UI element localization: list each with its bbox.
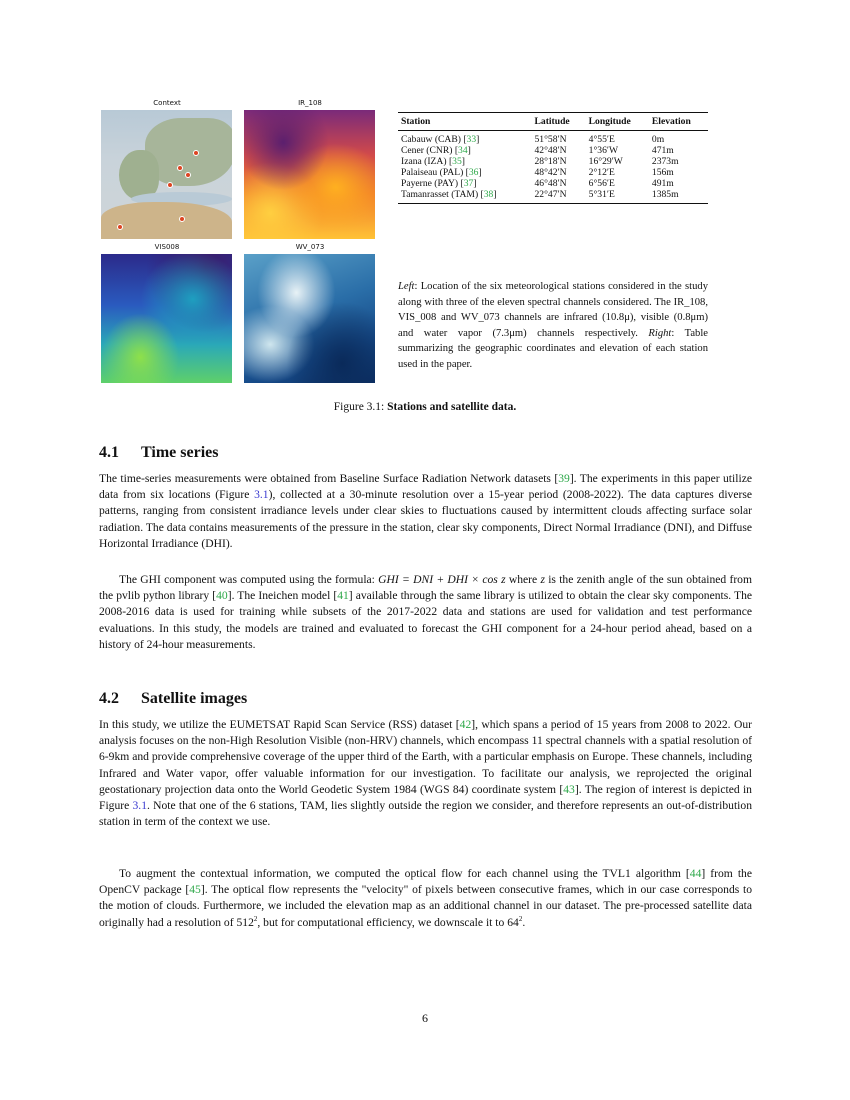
- longitude-cell: 2°12′E: [588, 167, 615, 178]
- figure-link[interactable]: 3.1: [132, 799, 147, 813]
- paragraph: In this study, we utilize the EUMETSAT Rapid Scan Service (RSS) dataset [42], which spans a period of 15 years from 2008 to 2022. Our analysis focuses on the non-High Resolution Visible (non-HRV) channels, which encompass 11 spectral channels with a spatial resolution of 6-9km and provide comprehensive coverage of the upper third of the Earth, with a particular emphasis on Europe. These channels, including Infrared and Water vapor, offer valuable information for our investigation. To facilitate our analysis, we reprojected the original geostationary projection data onto the World Geodetic System 1984 (WGS 84) coordinate system [43]. The region of interest is depicted in Figure 3.1. Note that one of the 6 stations, TAM, lies slightly outside the region we consider, and therefore represents an out-of-distribution station in term of the context we use.: [99, 718, 752, 829]
- station-marker: [185, 172, 191, 178]
- citation-link[interactable]: 40: [216, 589, 228, 603]
- elevation-cell: 491m: [651, 178, 674, 189]
- elevation-cell: 2373m: [651, 156, 679, 167]
- longitude-cell: 5°31′E: [588, 189, 615, 200]
- station-cell: Cabauw (CAB) [33]: [401, 134, 480, 145]
- elevation-cell: 1385m: [651, 189, 679, 200]
- elevation-cell: 156m: [651, 167, 674, 178]
- figure-caption: Figure 3.1: Stations and satellite data.: [333, 401, 517, 413]
- citation-link[interactable]: 43: [563, 782, 575, 796]
- table-row: [398, 131, 708, 146]
- station-cell: Palaiseau (PAL) [36]: [401, 167, 482, 178]
- panel-title-ir108: IR_108: [298, 99, 322, 107]
- citation-link[interactable]: 33: [466, 134, 477, 145]
- citation-link[interactable]: 44: [689, 867, 702, 880]
- paragraph: The GHI component was computed using the formula: GHI = DNI + DHI × cos z where z is the zenith angle of the sun obtained from the pvlib python library [40]. The Ineichen model [41] available through the same library is utilized to obtain the clear sky components. The 2008-2016 data is used for training while subsets of the 2017-2022 data and stations are used for validation and test performance evaluations. In this study, the models are trained and evaluated to forecast the GHI component for a 24-hour period ahead, based on a history of 24-hour measurements.: [99, 573, 753, 651]
- section-heading-time-series: 4.1 Time series: [99, 444, 219, 461]
- table-row: [398, 178, 708, 189]
- station-cell: Tamanrasset (TAM) [38]: [401, 189, 497, 200]
- table-header-row: [398, 113, 708, 131]
- latitude-cell: 51°58′N: [534, 134, 567, 145]
- station-marker: [167, 182, 173, 188]
- table-header: Longitude: [588, 116, 631, 127]
- elevation-cell: 471m: [651, 145, 674, 156]
- citation-link[interactable]: 41: [337, 589, 349, 603]
- station-marker: [193, 150, 199, 156]
- station-cell: Cener (CNR) [34]: [401, 145, 471, 156]
- station-marker: [179, 216, 185, 222]
- citation-link[interactable]: 42: [459, 718, 472, 731]
- section-heading-satellite-images: 4.2 Satellite images: [99, 690, 248, 707]
- panel-title-vis008: VIS008: [154, 243, 180, 251]
- table-header: Latitude: [534, 116, 570, 127]
- latitude-cell: 48°42′N: [534, 167, 567, 178]
- table-row: [398, 167, 708, 178]
- station-cell: Payerne (PAY) [37]: [401, 178, 477, 189]
- longitude-cell: 4°55′E: [588, 134, 615, 145]
- table-row: [398, 156, 708, 167]
- panel-title-wv073: WV_073: [295, 243, 325, 251]
- longitude-cell: 6°56′E: [588, 178, 615, 189]
- panel-title-context: Context: [153, 99, 181, 107]
- citation-link[interactable]: 34: [458, 145, 468, 156]
- station-marker: [177, 165, 183, 171]
- table-row: [398, 145, 708, 156]
- context-map-image: [101, 110, 232, 239]
- table-header: Elevation: [651, 116, 691, 127]
- latitude-cell: 46°48′N: [534, 178, 567, 189]
- paragraph: The time-series measurements were obtained from Baseline Surface Radiation Network datasets [39]. The experiments in this paper utilize data from six locations (Figure 3.1), collected at a 30-minute resolution over a 15-year period (2008-2022). The data captures diverse patterns, ranging from consistent irradiance levels under clear skies to fluctuations caused by intermittent clouds affecting surface solar radiation. The data contains measurements of the pressure in the station, clear sky components, Direct Normal Irradiance (DNI), and Diffuse Horizontal Irradiance (DHI).: [99, 472, 752, 550]
- citation-link[interactable]: 36: [468, 167, 479, 178]
- station-marker: [117, 224, 123, 230]
- citation-link[interactable]: 37: [463, 178, 474, 189]
- wv073-satellite-image: [244, 254, 375, 383]
- latitude-cell: 42°48′N: [534, 145, 567, 156]
- figure-link[interactable]: 3.1: [254, 488, 269, 502]
- citation-link[interactable]: 38: [483, 189, 494, 200]
- elevation-cell: 0m: [651, 134, 665, 145]
- ir108-satellite-image: [244, 110, 375, 239]
- paragraph: To augment the contextual information, we computed the optical flow for each channel using the TVL1 algorithm [44] from the OpenCV package [45]. The optical flow represents the "velocity" of pixels between consecutive frames, which in our case corresponds to the motion of clouds. Furthermore, we included the elevation map as an additional channel in our dataset. The pre-processed satellite data originally had a resolution of $512^2$, but for computational efficiency, we downscale it to $64^2$.: [99, 867, 753, 929]
- citation-link[interactable]: 39: [558, 472, 570, 485]
- vis008-satellite-image: [101, 254, 232, 383]
- citation-link[interactable]: 35: [452, 156, 462, 167]
- table-header: Station: [401, 116, 431, 127]
- station-cell: Izana (IZA) [35]: [401, 156, 465, 167]
- page-number: 6: [422, 1011, 428, 1025]
- longitude-cell: 1°36′W: [588, 145, 619, 156]
- figure-side-caption: Left: Location of the six meteorological stations considered in the study along with three of the eleven spectral channels considered. The IR_108, VIS_008 and WV_073 channels are infrared (10.8μ), visible (0.8μm) and water vapor (7.3μm) channels respectively. Right: Table summarizing the geographic coordinates and elevation of each station used in the paper.: [398, 281, 708, 370]
- longitude-cell: 16°29′W: [588, 156, 623, 167]
- latitude-cell: 28°18′N: [534, 156, 567, 167]
- stations-table: [398, 112, 708, 204]
- citation-link[interactable]: 45: [189, 883, 201, 897]
- table-row: [398, 189, 708, 204]
- latitude-cell: 22°47′N: [534, 189, 567, 200]
